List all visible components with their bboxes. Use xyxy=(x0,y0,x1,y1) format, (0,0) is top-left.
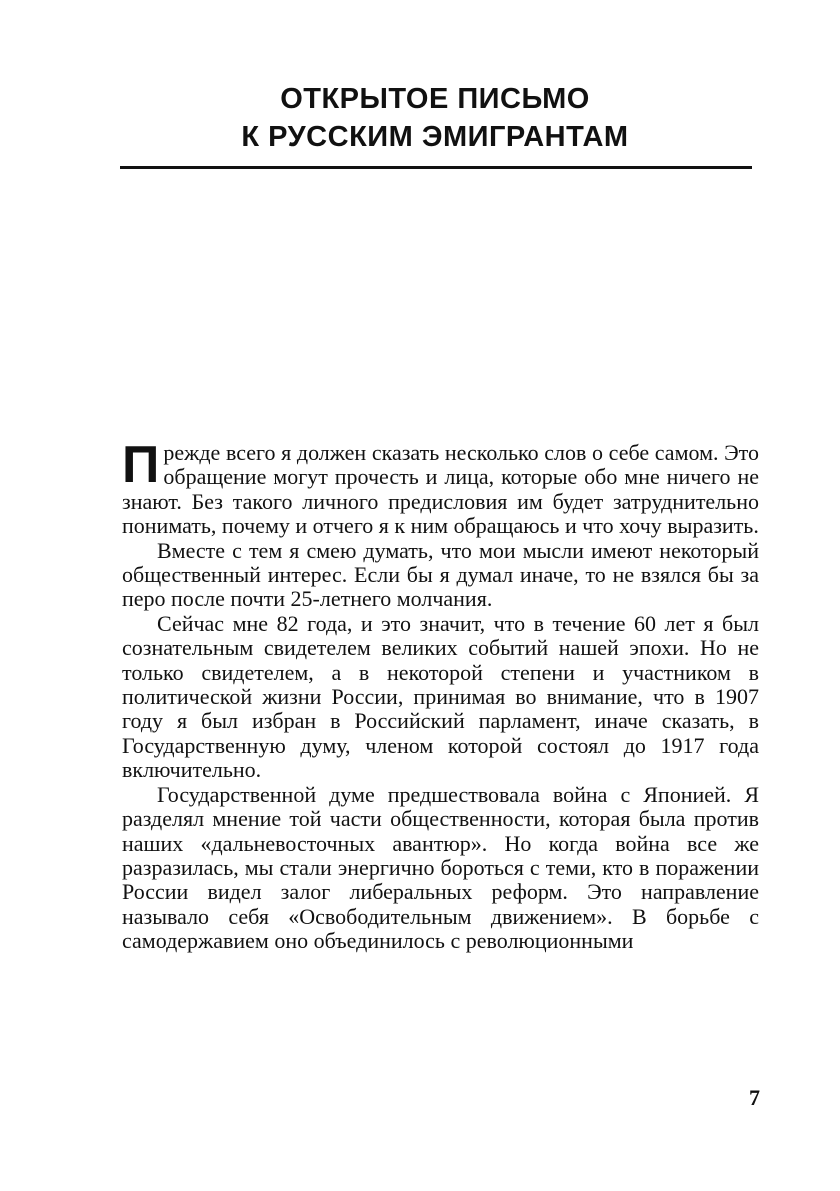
chapter-title-line-2: К РУССКИМ ЭМИГРАНТАМ xyxy=(241,121,629,153)
paragraph-1 xyxy=(122,436,759,539)
body-text xyxy=(122,436,759,954)
chapter-title xyxy=(120,80,750,156)
paragraph-3: Сейчас мне 82 года, и это значит, что в течение 60 лет я был сознательным свидетелем великих событий нашей эпохи. Но не только свидетелем, а в некоторой степени и участником в политической жизни России, принимая во внимание, что в 1907 году я был избран в Российский парламент, иначе сказать, в Государственную думу, членом которой состоял до 1917 года включительно. xyxy=(122,610,759,783)
chapter-title-line-1: ОТКРЫТОЕ ПИСЬМО xyxy=(280,83,590,115)
paragraph-1-text: режде всего я должен сказать несколько слов о себе самом. Это обращение могут прочесть и лица, которые обо мне ничего не знают. Без такого личного предисловия им будет затруднительно понимать, почему и отчего я к ним обращаюсь и что хочу выразить. xyxy=(122,440,759,539)
drop-cap: П xyxy=(122,436,160,494)
paragraph-4: Государственной думе предшествовала война с Японией. Я разделял мнение той части общественности, которая была против наших «дальневосточных авантюр». Но когда война все же разразилась, мы стали энергично бороться с теми, кто в поражении России видел залог либеральных реформ. Это направление называло себя «Освободительным движением». В борьбе с самодержавием оно объединилось с революционными xyxy=(122,781,759,954)
paragraph-2: Вместе с тем я смею думать, что мои мысли имеют некоторый общественный интерес. Если бы я думал иначе, то не взялся бы за перо после почти 25-летнего молчания. xyxy=(122,537,759,612)
title-divider xyxy=(120,166,752,169)
page-number: 7 xyxy=(749,1085,760,1110)
